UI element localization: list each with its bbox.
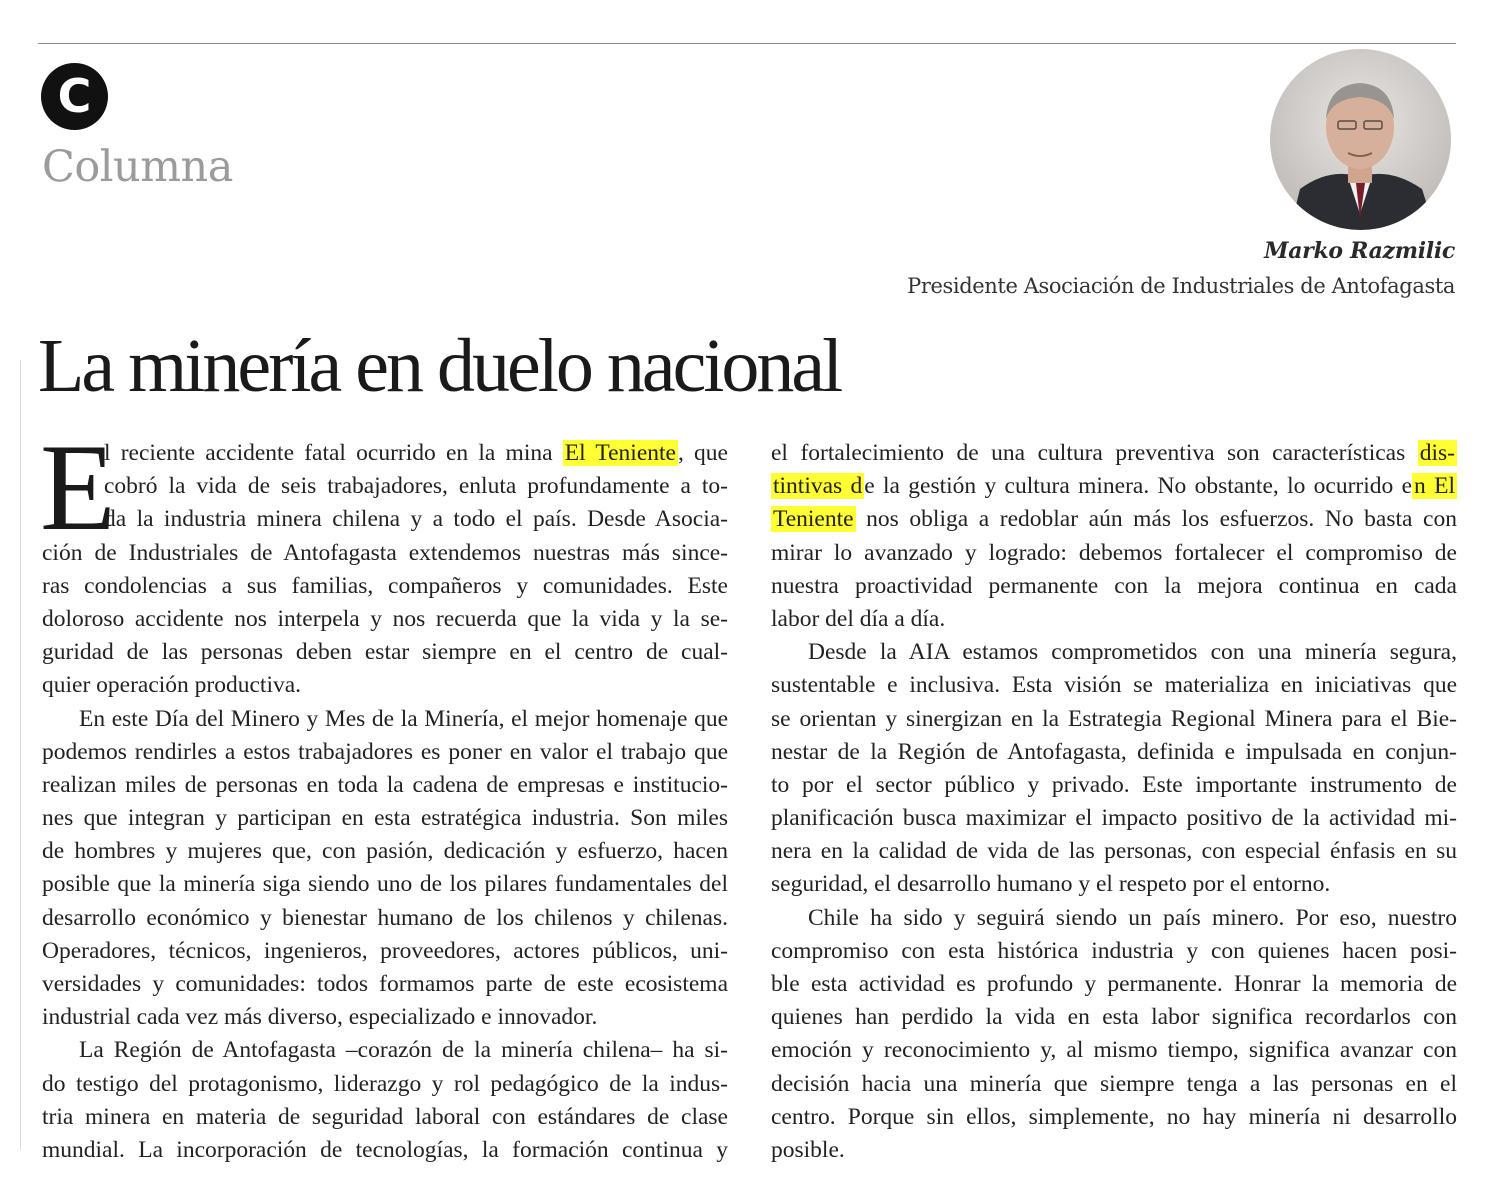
article-line	[42, 835, 728, 868]
line-text: cobró la vida de seis trabajadores, enluta profundamente a to-	[104, 473, 728, 500]
header-rule	[38, 43, 1456, 44]
article-line	[42, 570, 728, 603]
article-line	[771, 669, 1457, 702]
line-text: Desde la AIA estamos comprometidos con una minería segura,	[808, 639, 1457, 666]
article-line	[771, 503, 1457, 536]
line-text: se orientan y sinergizan en la Estrategia Regional Minera para el Bie-	[771, 705, 1457, 732]
article-line	[42, 1134, 728, 1167]
article-line	[42, 935, 728, 968]
line-text: podemos rendirles a estos trabajadores es poner en valor el trabajo que	[42, 738, 728, 765]
article-line	[771, 968, 1457, 1001]
line-text: doloroso accidente nos interpela y nos recuerda que la vida y la se-	[42, 605, 728, 632]
line-text: desarrollo económico y bienestar humano de los chilenos y chilenas.	[42, 904, 728, 931]
section-badge: C	[41, 63, 108, 130]
headline: La minería en duelo nacional	[38, 324, 841, 408]
article-line	[771, 736, 1457, 769]
article-line	[42, 703, 728, 736]
highlighted-text: n El	[1414, 473, 1455, 500]
line-text: realizan miles de personas en toda la cadena de empresas e institucio-	[42, 771, 728, 798]
line-text: seguridad, el desarrollo humano y el respeto por el entorno.	[771, 871, 1331, 898]
line-text: quienes han perdido la vida en esta labor significa recordarlos con	[771, 1004, 1457, 1031]
highlighted-text: tintivas d	[773, 473, 863, 500]
line-text: , que	[677, 440, 728, 466]
line-text: sustentable e inclusiva. Esta visión se materializa en iniciativas que	[771, 672, 1457, 699]
line-text: mundial. La incorporación de tecnologías, la formación continua y	[42, 1136, 728, 1163]
line-text: ras condolencias a sus familias, compañeros y comunidades. Este	[42, 572, 728, 599]
article-line	[771, 636, 1457, 669]
article-line	[42, 603, 728, 636]
article-line	[42, 802, 728, 835]
line-text: tria minera en materia de seguridad laboral con estándares de clase	[42, 1103, 728, 1130]
line-text: da la industria minera chilena y a todo el país. Desde Asocia-	[104, 506, 728, 533]
article-line	[42, 437, 728, 470]
line-text: posible que la minería siga siendo uno de los pilares fundamentales del	[42, 871, 728, 898]
page-edge-line	[20, 360, 21, 1150]
article-line	[771, 470, 1457, 503]
line-text: industrial cada vez más diverso, especializado e innovador.	[42, 1004, 598, 1031]
article-line	[771, 570, 1457, 603]
article-line	[42, 968, 728, 1001]
line-text: guridad de las personas deben estar siempre en el centro de cual-	[42, 639, 728, 666]
line-text: La Región de Antofagasta –corazón de la minería chilena– ha si-	[79, 1037, 728, 1064]
author-name: Marko Razmilic	[1264, 238, 1455, 264]
article-line	[42, 470, 728, 503]
author-portrait	[1270, 49, 1451, 230]
line-text: Chile ha sido y seguirá siendo un país minero. Por eso, nuestro	[808, 904, 1457, 931]
article-line	[771, 1034, 1457, 1067]
article-line	[771, 437, 1457, 470]
article-line	[771, 1101, 1457, 1134]
line-text: quier operación productiva.	[42, 672, 302, 699]
article-line	[771, 537, 1457, 570]
article-line	[42, 1001, 728, 1034]
section-name: Columna	[42, 142, 233, 192]
line-text: nestar de la Región de Antofagasta, definida e impulsada en conjun-	[771, 738, 1457, 765]
highlighted-text: El Teniente	[564, 440, 676, 466]
article-line	[771, 802, 1457, 835]
article-line	[42, 736, 728, 769]
line-text: de hombres y mujeres que, con pasión, dedicación y esfuerzo, hacen	[42, 838, 728, 865]
article-column-right	[771, 437, 1457, 1167]
line-text: compromiso con esta histórica industria y con quienes hacen posi-	[771, 937, 1457, 964]
article-line	[771, 769, 1457, 802]
line-text: nuestra proactividad permanente con la mejora continua en cada	[771, 572, 1457, 599]
line-text: En este Día del Minero y Mes de la Minería, el mejor homenaje que	[79, 705, 728, 732]
article-line	[42, 503, 728, 536]
line-text: Operadores, técnicos, ingenieros, proveedores, actores públicos, uni-	[42, 937, 728, 964]
highlighted-text: dis-	[1419, 440, 1455, 466]
article-line	[42, 669, 728, 702]
article-line	[42, 1068, 728, 1101]
line-text: emoción y reconocimiento y, al mismo tiempo, significa avanzar con	[771, 1037, 1457, 1064]
line-text: l reciente accidente fatal ocurrido en la mina	[104, 440, 563, 466]
article-line	[771, 603, 1457, 636]
article-line	[771, 703, 1457, 736]
article-line	[771, 902, 1457, 935]
line-text: nos obliga a redoblar aún más los esfuerzos. No basta con	[855, 506, 1457, 533]
line-text: centro. Porque sin ellos, simplemente, no hay minería ni desarrollo	[771, 1103, 1457, 1130]
line-text: mirar lo avanzado y logrado: debemos fortalecer el compromiso de	[771, 539, 1457, 566]
line-text: do testigo del protagonismo, liderazgo y rol pedagógico de la indus-	[42, 1070, 728, 1097]
author-role: Presidente Asociación de Industriales de Antofagasta	[907, 274, 1455, 298]
line-text: e la gestión y cultura minera. No obstante, lo ocurrido e	[864, 473, 1413, 500]
article-line	[771, 1068, 1457, 1101]
line-text: labor del día a día.	[771, 605, 946, 632]
article-line	[42, 1101, 728, 1134]
article-line	[42, 1034, 728, 1067]
line-text: el fortalecimiento de una cultura preventiva son características	[771, 440, 1418, 466]
article-column-left	[40, 419, 728, 1167]
line-text: nes que integran y participan en esta estratégica industria. Son miles	[42, 805, 728, 832]
drop-cap: E	[40, 419, 116, 556]
line-text: ción de Industriales de Antofagasta extendemos nuestras más since-	[42, 539, 728, 566]
line-text: versidades y comunidades: todos formamos parte de este ecosistema	[42, 971, 728, 997]
article-line	[771, 835, 1457, 868]
highlighted-text: Teniente	[773, 506, 854, 533]
line-text: nera en la calidad de vida de las personas, con especial énfasis en su	[771, 838, 1457, 865]
article-line	[771, 935, 1457, 968]
article-line	[771, 868, 1457, 901]
line-text: to por el sector público y privado. Este importante instrumento de	[771, 771, 1457, 798]
line-text: ble esta actividad es profundo y permanente. Honrar la memoria de	[771, 971, 1457, 997]
line-text: planificación busca maximizar el impacto positivo de la actividad mi-	[771, 805, 1457, 832]
article-line	[42, 636, 728, 669]
article-line	[771, 1134, 1457, 1167]
line-text: posible.	[771, 1136, 845, 1163]
article-line	[42, 868, 728, 901]
article-line	[771, 1001, 1457, 1034]
line-text: decisión hacia una minería que siempre tenga a las personas en el	[771, 1070, 1457, 1097]
article-line	[42, 902, 728, 935]
article-line	[42, 769, 728, 802]
article-line	[42, 537, 728, 570]
